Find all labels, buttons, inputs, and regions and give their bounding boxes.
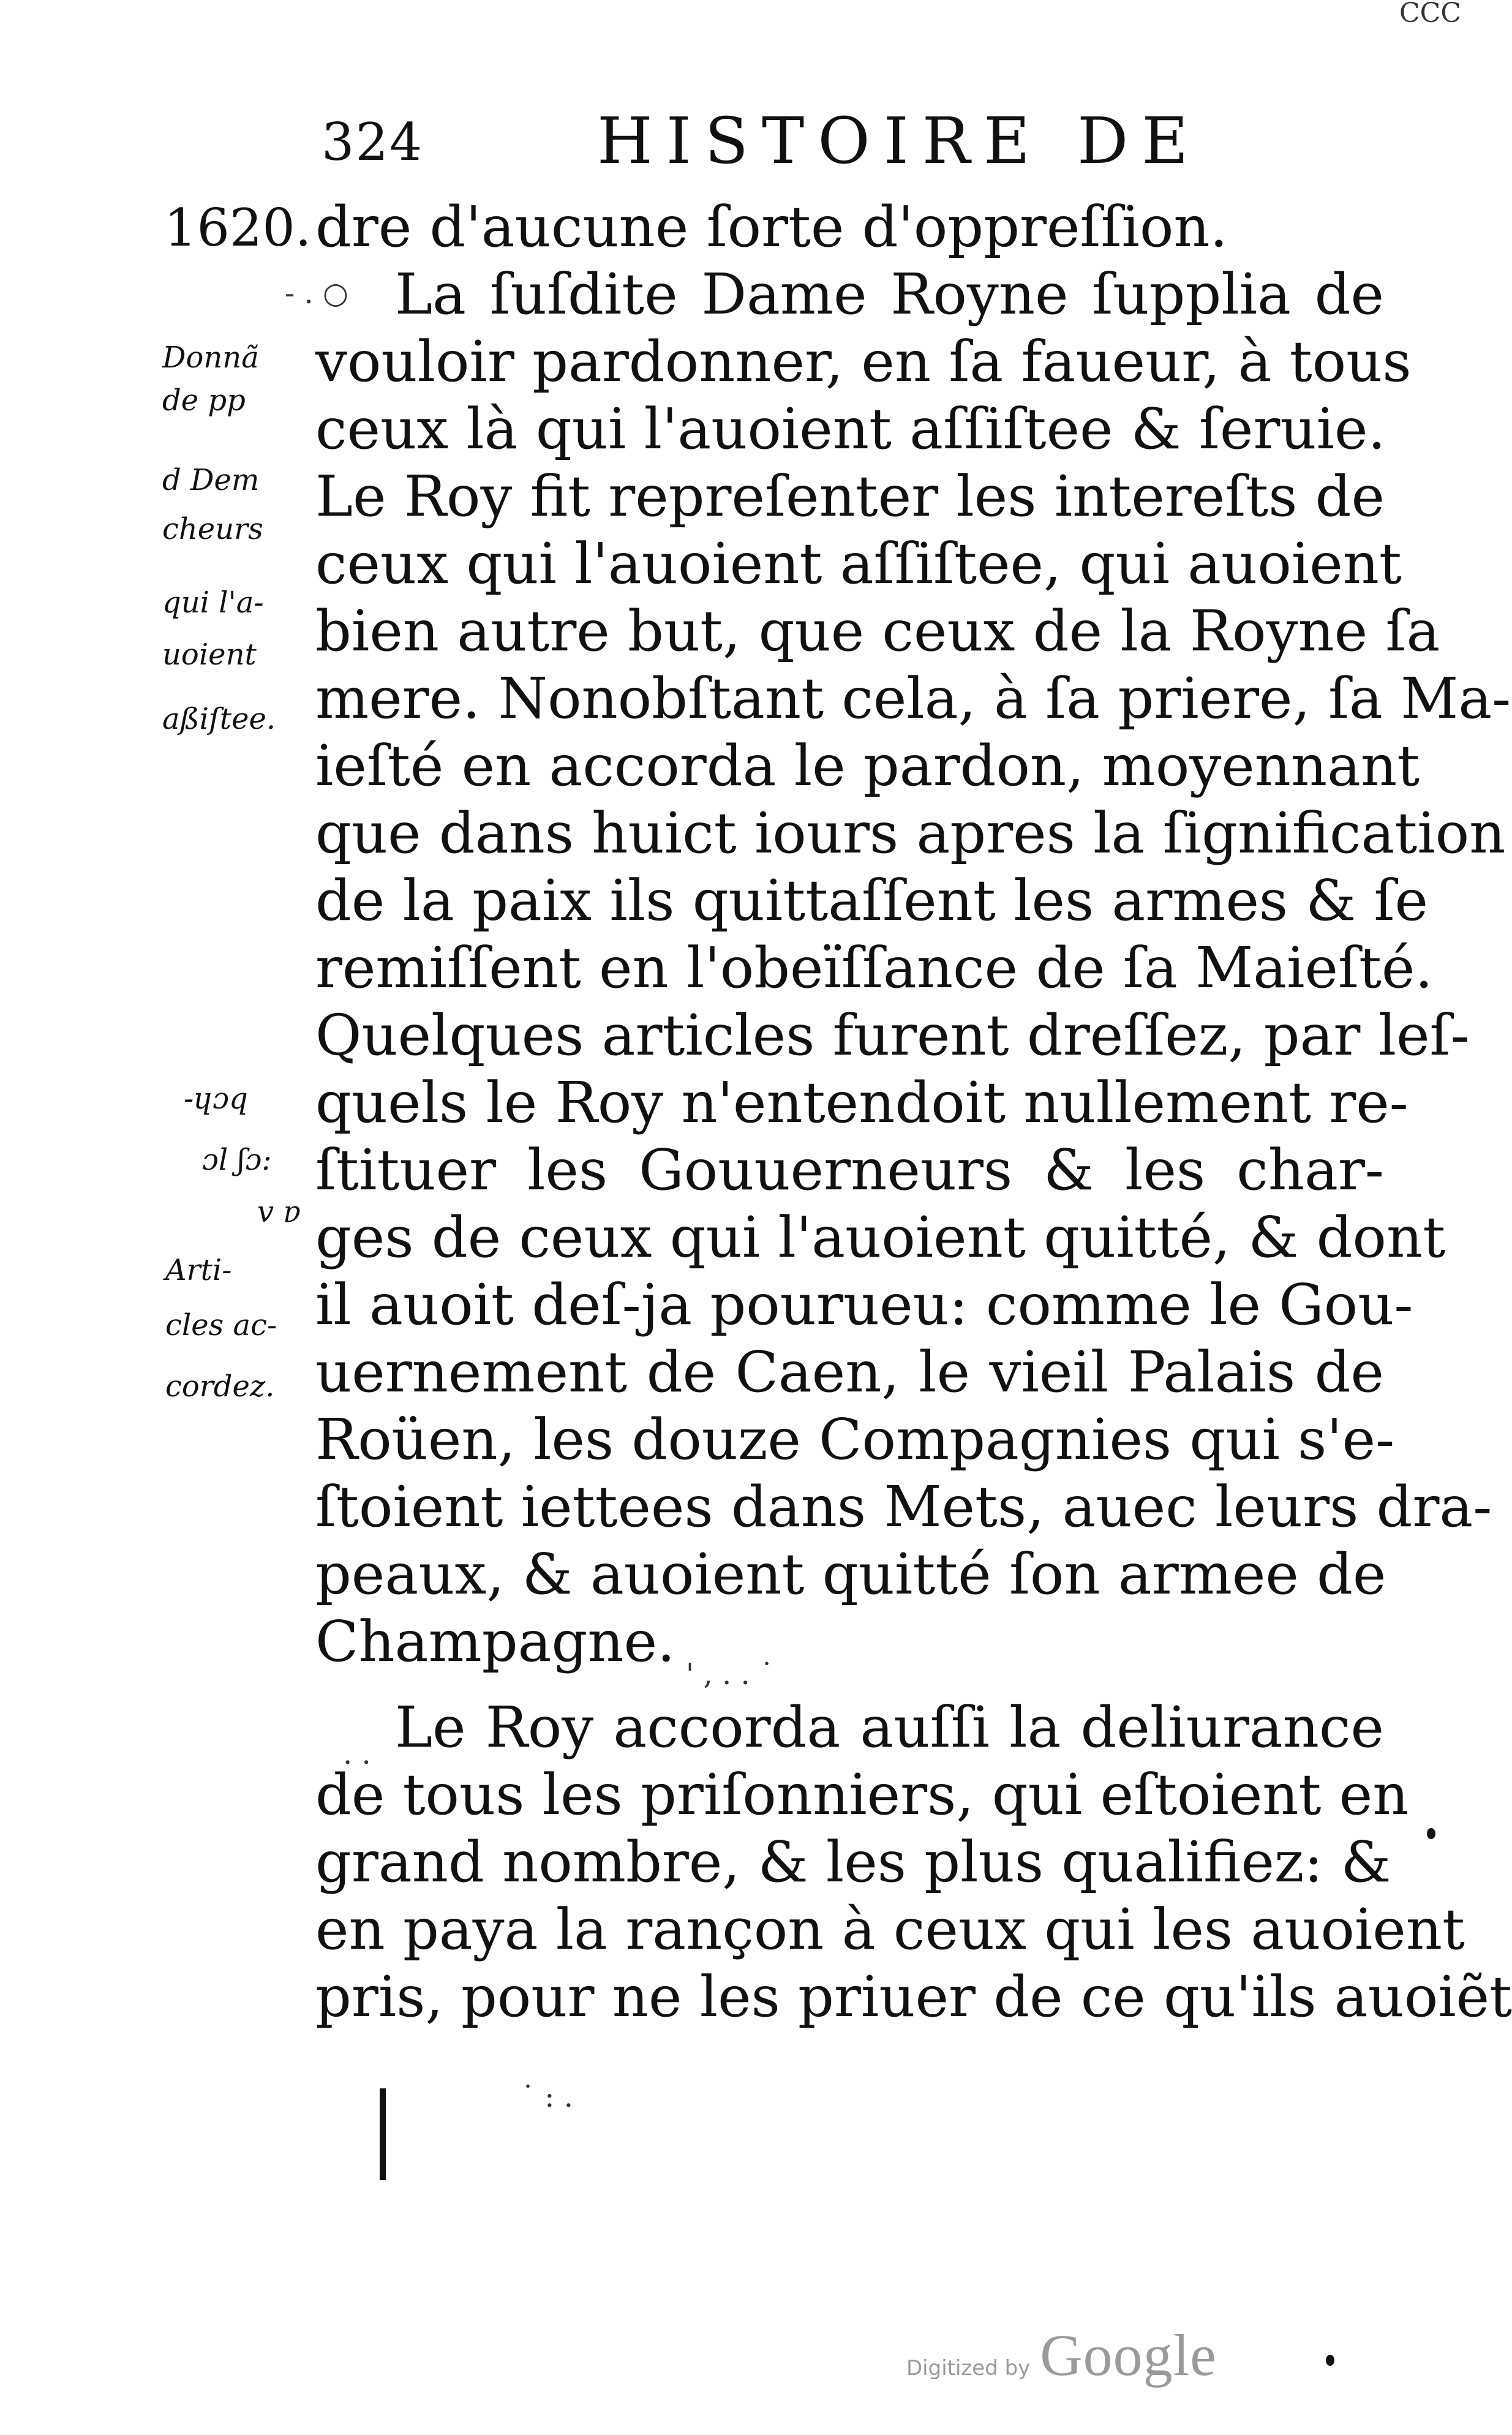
page-number: 324 <box>322 112 424 172</box>
text-line: que dans huict iours apres la ſignification <box>315 800 1506 866</box>
stray-marks: . . <box>343 1737 371 1771</box>
margin-note-line: Donnã <box>162 341 259 375</box>
text-line: pris, pour ne les priuer de ce qu'ils auoiẽt <box>315 1964 1512 2030</box>
margin-note-line: Arti- <box>165 1253 232 1287</box>
text-line: Le Roy accorda auſſi la deliurance <box>395 1695 1384 1760</box>
text-line: grand nombre, & les plus qualifiez: & <box>315 1829 1391 1895</box>
text-line: Champagne. <box>315 1609 675 1674</box>
text-line: vouloir pardonner, en ſa faueur, à tous <box>315 329 1412 394</box>
text-line: en paya la rançon à ceux qui les auoient <box>315 1897 1465 1962</box>
watermark-prefix: Digitized by <box>906 2356 1031 2380</box>
text-line: bien autre but, que ceux de la Royne ſa <box>315 598 1440 664</box>
google-logo: Google <box>1040 2322 1217 2388</box>
stray-marks: ˙ : . <box>521 2080 573 2114</box>
year-marker: 1620. <box>164 198 312 258</box>
margin-note-line: ɔl ʃɔ: <box>202 1143 272 1177</box>
running-head: HISTOIRE DE <box>597 103 1202 178</box>
margin-note-line: v ɐ <box>257 1195 301 1229</box>
text-line: remiſſent en l'obeïſſance de ſa Maieſté. <box>315 935 1433 1001</box>
text-line: peaux, & auoient quitté ſon armee de <box>315 1541 1386 1607</box>
text-line: Le Roy fit repreſenter les intereſts de <box>315 464 1385 529</box>
text-line: Quelques articles furent dreſſez, par leſ- <box>315 1003 1470 1068</box>
text-line: il auoit deſ-ja pourueu: comme le Gou- <box>315 1272 1413 1338</box>
text-line: mere. Nonobſtant cela, à ſa priere, ſa Ma- <box>315 666 1511 731</box>
text-line: ges de ceux qui l'auoient quitté, & dont <box>315 1205 1446 1270</box>
ink-dot <box>1427 1828 1435 1839</box>
ink-dot <box>1326 2355 1334 2366</box>
text-line: ſtituer les Gouuerneurs & les char- <box>315 1137 1384 1203</box>
stray-vertical-mark <box>380 2088 386 2180</box>
text-line: La ſuſdite Dame Royne ſupplia de <box>395 262 1384 327</box>
margin-note-line: -ɥɔq <box>184 1082 248 1116</box>
margin-note-line: cordez. <box>165 1369 275 1404</box>
margin-note-line: aßiſtee. <box>162 702 276 736</box>
text-line: de tous les priſonniers, qui eſtoient en <box>315 1762 1409 1827</box>
margin-note-line: uoient <box>162 638 257 672</box>
margin-note-line: de pp <box>162 383 246 418</box>
text-line: ſtoient iettees dans Mets, auec leurs dra- <box>315 1474 1492 1540</box>
text-line: de la paix ils quittaſſent les armes & ſe <box>315 868 1428 933</box>
text-line: ceux qui l'auoient aſſiſtee, qui auoient <box>315 531 1402 597</box>
margin-note-line: d Dem <box>162 463 260 497</box>
margin-note-line: cles ac- <box>165 1308 277 1342</box>
text-line: dre d'aucune ſorte d'oppreſſion. <box>315 194 1228 260</box>
stray-marks: ' , . . ˙ <box>686 1657 774 1692</box>
digitized-watermark <box>906 2321 1217 2389</box>
text-line: quels le Roy n'entendoit nullement re- <box>315 1070 1409 1135</box>
text-line: Roüen, les douze Compagnies qui s'e- <box>315 1407 1395 1472</box>
text-line: uernement de Caen, le vieil Palais de <box>315 1339 1384 1405</box>
corner-mark: ⅭⅭⅭ <box>1399 0 1461 29</box>
text-line: ceux là qui l'auoient aſſiſtee & ſeruie. <box>315 396 1386 462</box>
margin-note-line: cheurs <box>162 512 263 546</box>
margin-note-line: qui l'a- <box>162 585 264 620</box>
stray-marks: - . ○ <box>285 276 348 310</box>
text-line: ieſté en accorda le pardon, moyennant <box>315 733 1420 799</box>
